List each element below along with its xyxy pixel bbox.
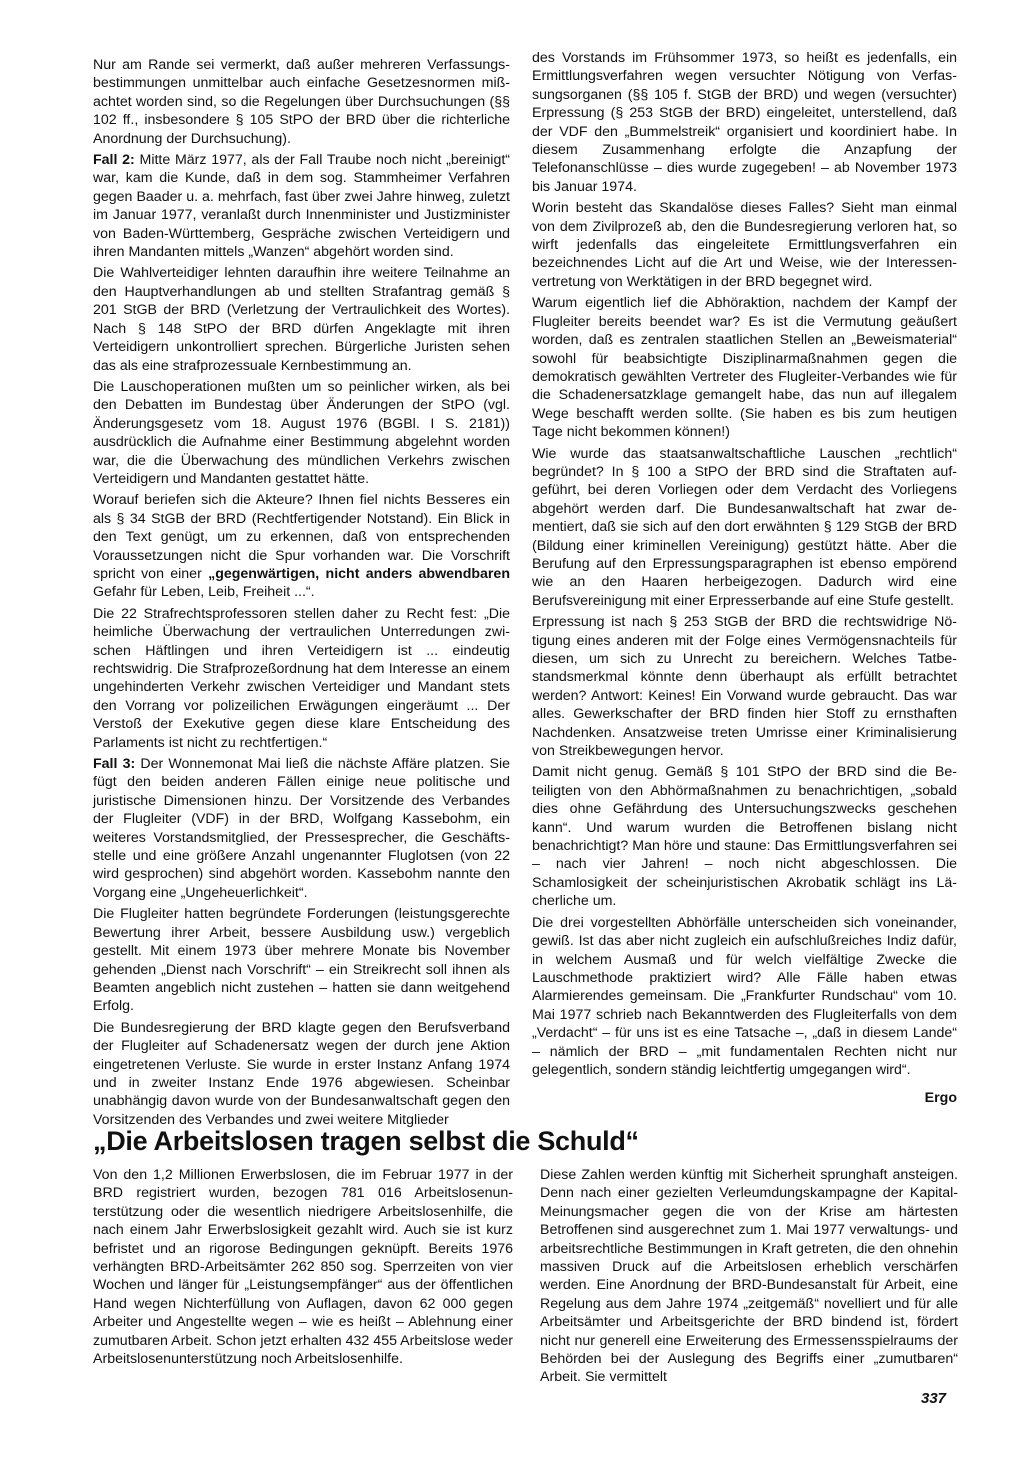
paragraph: Nur am Rande sei vermerkt, daß außer mehreren Verfassungsbestimmungen unmittelbar auch einfache Gesetzesnormen mißachtet worden sind, so die Regelungen über Durchsuchungen (§§ 102 ff., insbesondere § 105 StPO der BRD über die richterliche Anordnung der Durchsuchung). bbox=[93, 57, 510, 147]
paragraph: Erpressung ist nach § 253 StGB der BRD die rechtswidrige Nötigung eines anderen mit der Folge eines Vermögensnachteils für diesen, um sich zu Unrecht zu bereichern. Welches Tatbestandsmerkmal könnte denn überhaupt als erfüllt betrachtet werden? Antwort: Keines! Ein Vorwand wurde gebraucht. Das war alles. Gewerkschafter der BRD finden hier Stoff zu ernsthaften Nachdenken. Ansatzweise treten Umrisse einer Kriminalisierung von Streikbewegungen hervor. bbox=[532, 614, 957, 760]
paragraph: Die Bundesregierung der BRD klagte gegen den Berufsverband der Flugleiter auf Schadenersatz wegen der durch jene Aktion eingetretenen Verluste. Sie wurde in erster Instanz Anfang 1974 und in zweiter Instanz Ende 1976 abgewiesen. Scheinbar unabhängig davon wurde von der Bundesanwaltschaft gegen den Vorsitzenden des Verbandes und zwei weitere Mitglieder bbox=[93, 1019, 510, 1128]
article-headline: „Die Arbeitslosen tragen selbst die Schuld“ bbox=[93, 1126, 639, 1156]
paragraph-text: Mitte März 1977, als der Fall Traube noch nicht „bereinigt“ war, kam die Kunde, daß in dem sog. Stammheimer Verfahren gegen Baader u. a. mehrfach, fast über zwei Jahre hinweg, zuletzt im Januar 1977, veranlaßt durch Innenminister und Justizminister von Baden-Württemberg, Gespräche zwischen Verteidigern und ihren Mandanten mittels „Wanzen“ abgehört worden sind. bbox=[93, 152, 511, 261]
paragraph: Damit nicht genug. Gemäß § 101 StPO der BRD sind die Beteiligten von den Abhörmaßnahmen zu benachrichtigen, „sobald dies ohne Gefährdung des Untersuchungszwecks geschehen kann“. Und warum wurden die Betroffenen bislang nicht benachrichtigt? Man höre und staune: Das Ermittlungsverfahren sei – nach vier Jahren! – noch nicht abgeschlossen. Die Schamlosigkeit der scheinjuristischen Akrobatik schlägt ins Lächerliche um. bbox=[532, 764, 957, 910]
paragraph: Die Wahlverteidiger lehnten daraufhin ihre weitere Teilnahme an den Hauptverhandlungen ab und stellten Strafantrag gemäß § 201 StGB der BRD (Verletzung der Vertraulichkeit des Wortes). Nach § 148 StPO der BRD dürfen Angeklagte mit ihren Verteidigern unkontrolliert sprechen. Bürgerliche Juristen sehen das als eine strafprozessuale Kernbestimmung an. bbox=[93, 265, 510, 374]
paragraph: Die Flugleiter hatten begründete Forderungen (leistungsgerechte Bewertung ihrer Arbeit, bessere Ausbildung usw.) vergeblich gestellt. Mit einem 1973 über mehrere Monate bis November gehenden „Dienst nach Vorschrift“ – ein Streikrecht soll ihnen als Beamten angeblich nicht zustehen – hatten sie dann weitgehend Erfolg. bbox=[93, 906, 510, 1015]
paragraph: Warum eigentlich lief die Abhöraktion, nachdem der Kampf der Flugleiter bereits beendet war? Es ist die Vermutung geäußert worden, daß es zentralen staatlichen Stellen an „Beweismaterial“ sowohl für beabsichtigte Disziplinarmaßnahmen gegen die demokratisch gewählten Vertreter des Flugleiter-Verbandes wie für die Schadenersatzklage gemangelt habe, das nun auf illegalem Wege beschafft werden sollte. (Sie haben es bis zum heutigen Tage nicht bekommen können!) bbox=[532, 295, 957, 441]
article-right-column bbox=[540, 1166, 958, 1390]
case-label: Fall 3: bbox=[93, 756, 136, 773]
paragraph-text: Gefahr für Leben, Leib, Freiheit ...“. bbox=[93, 584, 315, 601]
paragraph-text: Worauf beriefen sich die Akteure? Ihnen fiel nichts Besseres ein als § 34 StGB der BRD (Rechtfertigender Notstand). Ein Blick in den Text genügt, um zu erkennen, daß von entsprechenden Voraussetzungen nicht die Spur vorhanden war. Die Vorschrift spricht von einer bbox=[93, 492, 510, 582]
right-column bbox=[532, 49, 957, 1108]
emphasis: „gegenwärtigen, nicht anders abwendbaren bbox=[208, 565, 510, 582]
paragraph-fall-2 bbox=[93, 151, 510, 261]
article-left-column bbox=[93, 1166, 513, 1371]
author-signature: Ergo bbox=[924, 1090, 957, 1107]
page-number: 337 bbox=[921, 1390, 947, 1407]
paragraph bbox=[93, 491, 510, 601]
paragraph: Die Lauschoperationen mußten um so peinlicher wirken, als bei den Debatten im Bundestag über Änderungen der StPO (vgl. Änderungsgesetz vom 18. August 1976 (BGBl. I S. 2181)) ausdrücklich die Aufnahme einer Bestimmung abgelehnt worden war, die die Überwachung des mündlichen Verkehrs zwischen Verteidigern und Mandanten gestattet hätte. bbox=[93, 378, 510, 487]
paragraph: Wie wurde das staatsanwaltschaftliche Lauschen „rechtlich“ begründet? In § 100 a StPO der BRD sind die Straftaten aufgeführt, bei deren Vorliegen oder dem Verdacht des Vorliegens abgehört werden darf. Die Bundesanwaltschaft hat zwar dementiert, daß sie sich auf den dort erwähnten § 129 StGB der BRD (Bildung einer kriminellen Vereinigung) gestützt hätte. Aber die Berufung auf den Erpressungsparagraphen ist ebenso empörend wie an den Haaren herbeigezogen. Dadurch wird eine Berufsvereinigung mit einer Erpresserbande auf eine Stufe gestellt. bbox=[532, 445, 957, 609]
paragraph: Von den 1,2 Millionen Erwerbslosen, die im Februar 1977 in der BRD registriert wurden, bezogen 781 016 Arbeitslosenunterstützung oder die wesentlich niedrigere Arbeitslosenhilfe, die nach einem Jahr Erwerbslosigkeit gezahlt wird. Auch sie ist kurz befristet und an rigorose Bedingungen geknüpft. Bereits 1976 verhängten BRD-Arbeitsämter 262 850 sog. Sperrzeiten von vier Wochen und länger für „Leistungsempfänger“ aus der öffentlichen Hand wegen Nichterfüllung von Auflagen, davon 62 000 gegen Arbeiter und Angestellte wegen – wie es heißt – Ablehnung einer zumutbaren Arbeit. Schon jetzt erhalten 432 455 Arbeitslose weder Arbeitslosenunterstützung noch Arbeitslosenhilfe. bbox=[93, 1167, 513, 1368]
paragraph: Die drei vorgestellten Abhörfälle unterscheiden sich voneinander, gewiß. Ist das aber nicht zugleich ein aufschlußreiches Indiz dafür, in welchem Ausmaß und für welch vielfältige Zwecke die Lauschmethode praktiziert wird? Alle Fälle haben etwas Alarmierendes gemeinsam. Die „Frankfurter Rundschau“ vom 10. Mai 1977 schrieb nach Bekanntwerden des Flugleiterfalls von dem „Verdacht“ – für uns ist es eine Tatsache –, „daß in diesem Lande“ – nämlich der BRD – „mit fundamentalen Rechten nicht nur gelegentlich, sondern ständig leichtfertig umgegangen wird“. bbox=[532, 914, 957, 1078]
case-label: Fall 2: bbox=[93, 152, 135, 169]
paragraph-fall-3 bbox=[93, 755, 510, 902]
paragraph: Worin besteht das Skandalöse dieses Falles? Sieht man einmal von dem Zivilprozeß ab, den die Bundesregierung verloren hat, so wirft jedenfalls das eingeleitete Ermittlungsverfahren ein bezeichnendes Licht auf die Art und Weise, wie der Interessenvertretung von Werktätigen in der BRD begegnet wird. bbox=[532, 200, 957, 290]
paragraph: Die 22 Strafrechtsprofessoren stellen daher zu Recht fest: „Die heimliche Überwachung der vertraulichen Unterredungen zwischen Häftlingen und ihren Verteidigern ist ... eindeutig rechtswidrig. Die Strafprozeßordnung hat dem Interesse an einem ungehinderten Verkehr zwischen Verteidiger und Mandant stets den Vorrang vor polizeilichen Erwägungen eingeräumt ... Der Verstoß der Exekutive gegen diese klare Entscheidung des Parlaments ist nicht zu rechtfertigen.“ bbox=[93, 605, 510, 751]
paragraph: Diese Zahlen werden künftig mit Sicherheit sprunghaft ansteigen. Denn nach einer gezielten Verleumdungskampagne der Kapital-Meinungsmacher gegen die von der Krise am härtesten Betroffenen sind ausgerechnet zum 1. Mai 1977 verwaltungs- und arbeitsrechtliche Bestimmungen in Kraft getreten, die den ohnehin massiven Druck auf die Arbeitslosen erheblich verschärfen werden. Eine Anordnung der BRD-Bundesanstalt für Arbeit, eine Regelung aus dem Jahre 1974 „zeitgemäß“ novelliert und für alle Arbeitsämter und Arbeitsgerichte der BRD bindend ist, fördert nicht nur generell eine Erweiterung des Ermessensspielraums der Behörden bei der Auslegung des Begriffs einer „zumutbaren“ Arbeit. Sie vermittelt bbox=[540, 1167, 958, 1386]
paragraph: des Vorstands im Frühsommer 1973, so heißt es jedenfalls, ein Ermittlungsverfahren wegen versuchter Nötigung von Verfassungsorganen (§§ 105 f. StGB der BRD) und wegen (versuchter) Erpressung (§ 253 StGB der BRD) eingeleitet, unterstellend, daß der VDF den „Bummelstreik“ organisiert und koordiniert habe. In diesem Zusammenhang erfolgte die Anzapfung der Telefonanschlüsse – dies wurde zugegeben! – ab November 1973 bis Januar 1974. bbox=[532, 50, 957, 195]
paragraph-text: Der Wonnemonat Mai ließ die nächste Affäre platzen. Sie fügt den beiden anderen Fällen einige neue politische und juristische Dimensionen hinzu. Der Vorsitzende des Verbandes der Flugleiter (VDF) in der BRD, Wolfgang Kassebohm, ein weiteres Vorstandsmitglied, der Pressesprecher, die Geschäftsstelle und eine größere Anzahl ungenannter Fluglotsen (von 22 wird gesprochen) sind abgehört worden. Kassebohm nannte den Vorgang eine „Ungeheuerlichkeit“. bbox=[93, 756, 510, 901]
left-column bbox=[93, 56, 510, 1132]
